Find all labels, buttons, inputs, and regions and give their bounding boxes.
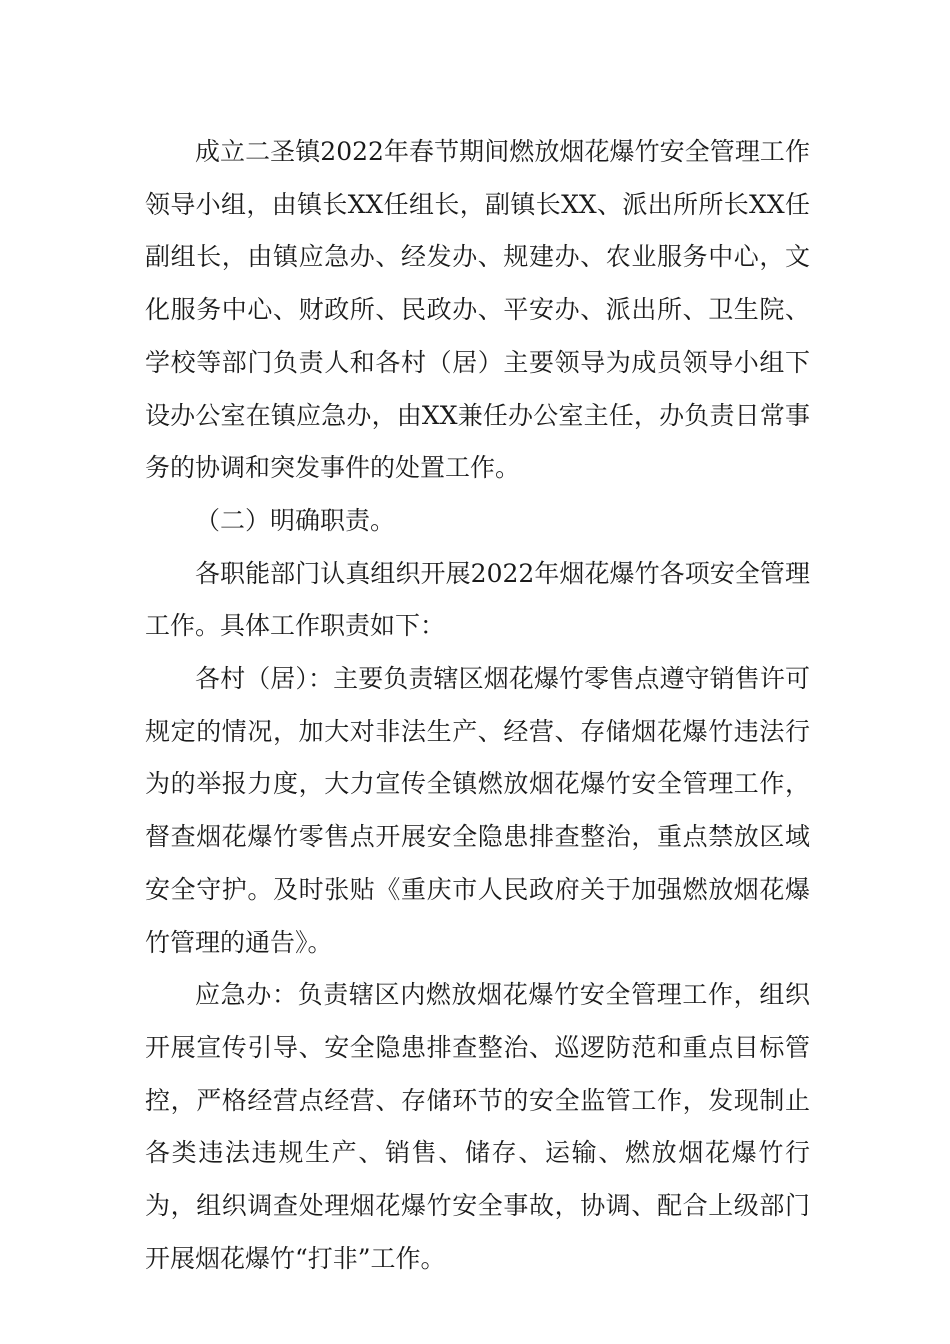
document-body (145, 126, 810, 1285)
paragraph-villages-duties: 各村（居）：主要负责辖区烟花爆竹零售点遵守销售许可规定的情况，加大对非法生产、经营、存储烟花爆竹违法行为的举报力度，大力宣传全镇燃放烟花爆竹安全管理工作，督查烟花爆竹零售点开展安全隐患排查整治，重点禁放区域安全守护。及时张贴《重庆市人民政府关于加强燃放烟花爆竹管理的通告》。 (145, 664, 810, 957)
paragraph-leading-group: 成立二圣镇2022年春节期间燃放烟花爆竹安全管理工作领导小组，由镇长XX任组长，副镇长XX、派出所所长XX任副组长，由镇应急办、经发办、规建办、农业服务中心，文化服务中心、财政所、民政办、平安办、派出所、卫生院、学校等部门负责人和各村（居）主要领导为成员领导小组下设办公室在镇应急办，由XX兼任办公室主任，办负责日常事务的协调和突发事件的处置工作。 (145, 137, 810, 483)
paragraph-duties-intro: 各职能部门认真组织开展2022年烟花爆竹各项安全管理工作。具体工作职责如下： (145, 558, 810, 641)
paragraph-emergency-office-duties: 应急办：负责辖区内燃放烟花爆竹安全管理工作，组织开展宣传引导、安全隐患排查整治、巡逻防范和重点目标管控，严格经营点经营、存储环节的安全监管工作，发现制止各类违法违规生产、销售、储存、运输、燃放烟花爆竹行为，组织调查处理烟花爆竹安全事故，协调、配合上级部门开展烟花爆竹“打非”工作。 (145, 980, 810, 1273)
section-heading-duties: （二）明确职责。 (195, 505, 396, 535)
